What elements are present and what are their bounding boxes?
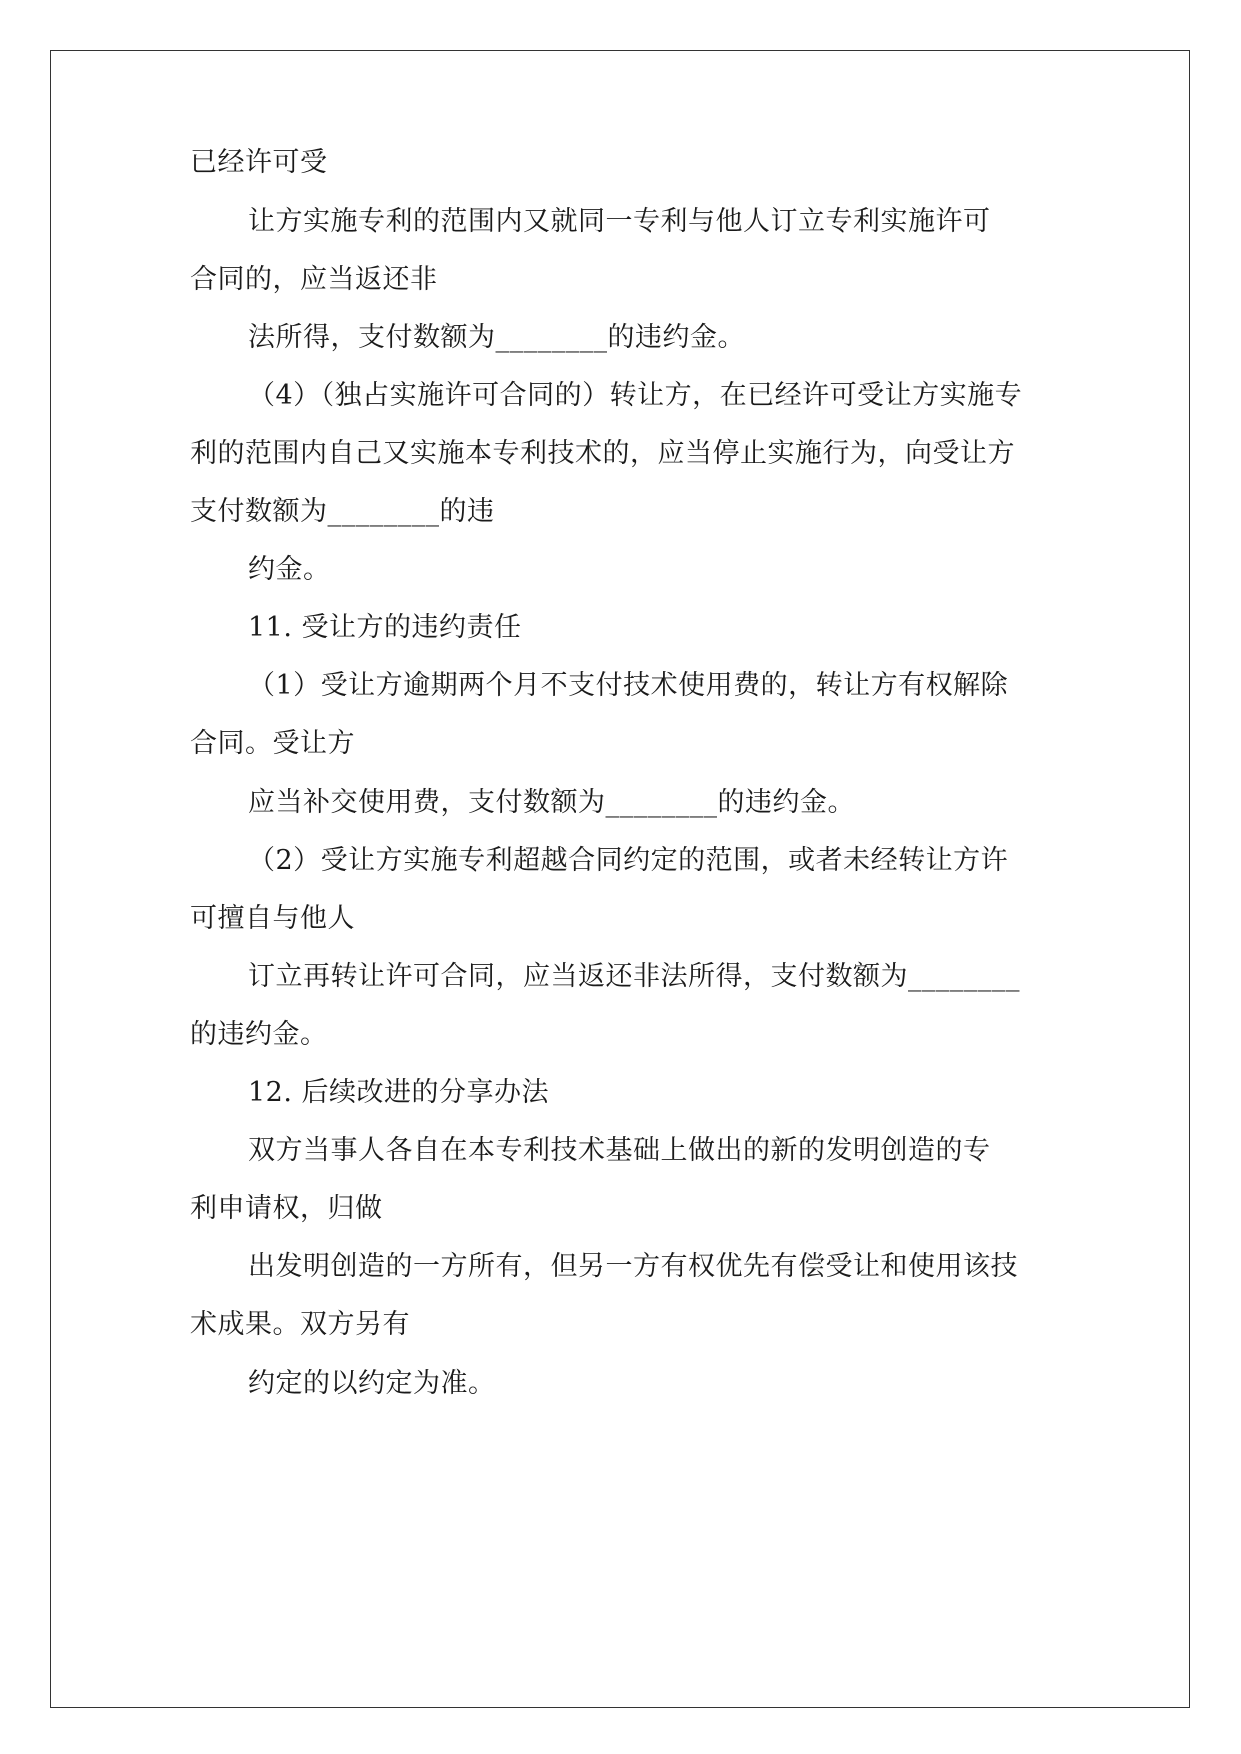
text-line: （2）受让方实施专利超越合同约定的范围，或者未经转让方许 xyxy=(248,845,1009,876)
text-line: 的违约金。 xyxy=(190,1019,328,1050)
page-border xyxy=(50,50,1190,1708)
text-line: 让方实施专利的范围内又就同一专利与他人订立专利实施许可 xyxy=(248,206,991,237)
section-heading: 11. 受让方的违约责任 xyxy=(248,612,522,643)
text-line: 合同的，应当返还非 xyxy=(190,264,438,295)
text-line: 出发明创造的一方所有，但另一方有权优先有偿受让和使用该技 xyxy=(248,1251,1018,1282)
text-line: 约金。 xyxy=(248,554,331,585)
text-line: 约定的以约定为准。 xyxy=(248,1368,496,1399)
text-line: 法所得，支付数额为________的违约金。 xyxy=(248,322,745,353)
section-heading: 12. 后续改进的分享办法 xyxy=(248,1077,550,1108)
text-line: 双方当事人各自在本专利技术基础上做出的新的发明创造的专 xyxy=(248,1135,991,1166)
text-line: 可擅自与他人 xyxy=(190,903,355,934)
text-line: 合同。受让方 xyxy=(190,728,355,759)
text-line: 利申请权，归做 xyxy=(190,1193,383,1224)
text-line: 已经许可受 xyxy=(190,147,328,178)
text-line: 利的范围内自己又实施本专利技术的，应当停止实施行为，向受让方 xyxy=(190,438,1015,469)
text-line: （4）（独占实施许可合同的）转让方，在已经许可受让方实施专 xyxy=(248,380,1023,411)
text-line: 术成果。双方另有 xyxy=(190,1309,410,1340)
text-line: 应当补交使用费，支付数额为________的违约金。 xyxy=(248,787,855,818)
text-line: 订立再转让许可合同，应当返还非法所得，支付数额为________ xyxy=(248,961,1020,992)
text-line: 支付数额为________的违 xyxy=(190,496,495,527)
text-line: （1）受让方逾期两个月不支付技术使用费的，转让方有权解除 xyxy=(248,670,1009,701)
